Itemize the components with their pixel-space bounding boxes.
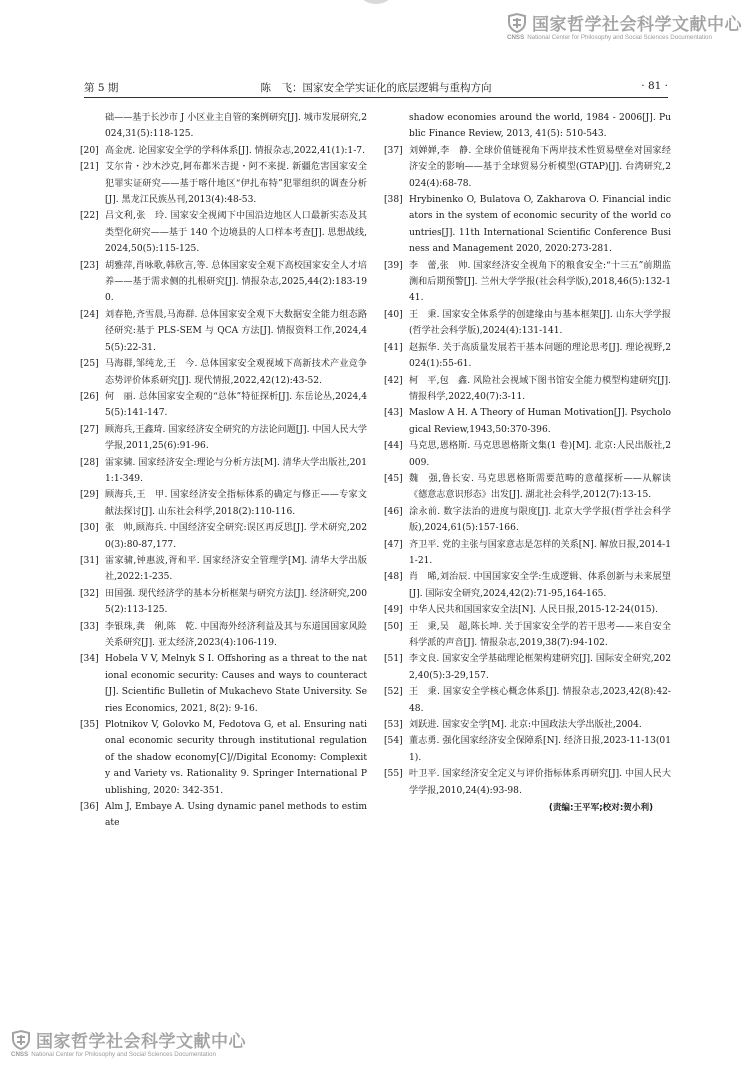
reference-number: [43]	[384, 408, 403, 419]
reference-text: 马克思,恩格斯. 马克思恩格斯文集(1 卷)[M]. 北京:人民出版社,2009.	[409, 441, 671, 468]
reference-entry	[80, 553, 367, 586]
reference-entry	[80, 455, 367, 488]
reference-text: 刘跃进. 国家安全学[M]. 北京:中国政法大学出版社,2004.	[409, 720, 642, 731]
reference-text: 王 秉,吴 超,陈长坤. 关于国家安全学的若干思考——来自安全科学派的声音[J]. 情报杂志,2019,38(7):94-102.	[409, 621, 671, 648]
reference-number: [37]	[384, 145, 403, 156]
reference-text: 叶卫平. 国家经济安全定义与评价指标体系再研究[J]. 中国人民大学学报,2010,24(4):93-98.	[409, 769, 671, 796]
reference-number: [46]	[384, 506, 403, 517]
reference-number: [39]	[384, 260, 403, 271]
reference-number: [31]	[80, 555, 99, 566]
reference-number: [54]	[384, 736, 403, 747]
reference-number: [24]	[80, 309, 99, 320]
reference-entry	[384, 537, 671, 570]
reference-entry	[80, 389, 367, 422]
reference-text: 中华人民共和国国家安全法[N]. 人民日报,2015-12-24(015).	[409, 605, 658, 616]
editor-note: (责编:王平军;校对:贺小利)	[548, 803, 653, 814]
reference-text: 魏 强,鲁长安. 马克思恩格斯需要范畴的意蕴探析——从解读《德意志意识形态》出发[J]. 湖北社会科学,2012(7):13-15.	[409, 473, 671, 501]
reference-text: 李 蕾,张 帅. 国家经济安全视角下的粮食安全:“十三五”前期监测和后期预警[J]. 兰州大学学报(社会科学版),2018,46(5):132-141.	[409, 260, 671, 304]
reference-entry	[384, 504, 671, 537]
reference-number: [48]	[384, 572, 403, 583]
reference-entry	[80, 651, 367, 717]
reference-entry	[384, 717, 671, 733]
reference-number: [33]	[80, 621, 99, 632]
reference-text: 吕文利,张 玲. 国家安全视阈下中国沿边地区人口最新实态及其类型化研究——基于 140 个边境县的人口样本考查[J]. 思想战线,2024,50(5):115-125.	[105, 211, 367, 255]
reference-text: shadow economies around the world, 1984 - 2006[J]. Public Finance Review, 2013, 41(5): 510-543.	[409, 113, 671, 140]
watermark-top	[506, 10, 742, 41]
reference-text: 刘婵婵,李 静. 全球价值链视角下两岸技术性贸易壁垒对国家经济安全的影响——基于全球贸易分析模型(GTAP)[J]. 台湾研究,2024(4):68-78.	[409, 145, 671, 189]
reference-number: [44]	[384, 441, 403, 452]
reference-text: 雷家骕,钟惠波,胥和平. 国家经济安全管理学[M]. 清华大学出版社,2022:1-235.	[105, 555, 367, 583]
running-title: 陈 飞：国家安全学实证化的底层逻辑与重构方向	[260, 82, 492, 94]
watermark-title: 国家哲学社会科学文献中心	[36, 1032, 246, 1052]
references-right-column	[384, 110, 671, 813]
reference-number: [41]	[384, 342, 403, 353]
reference-number: [52]	[384, 687, 403, 698]
reference-number: [50]	[384, 621, 403, 632]
reference-number: [51]	[384, 654, 403, 665]
reference-text: 顾海兵,王 甲. 国家经济安全指标体系的确定与修正——专家文献法探讨[J]. 山东社会科学,2018(2):110-116.	[105, 490, 367, 517]
reference-text: 柯 平,包 鑫. 风险社会视域下图书馆安全能力模型构建研究[J]. 情报科学,2022,40(7):3-11.	[409, 375, 671, 402]
watermark-title: 国家哲学社会科学文献中心	[532, 15, 742, 35]
reference-number: [28]	[80, 457, 99, 468]
reference-text: 高金虎. 论国家安全学的学科体系[J]. 情报杂志,2022,41(1):1-7.	[105, 145, 365, 156]
reference-text: Plotnikov V, Golovko M, Fedotova G, et al. Ensuring national economic security through institutional regulation of the shadow economy[C]//Digital Economy: Complexity and Variety vs. Rationality 9. Springer International Publishing, 2020: 342-351.	[105, 720, 367, 796]
issue-number: 第 5 期	[84, 82, 119, 94]
reference-entry	[384, 192, 671, 258]
reference-entry	[80, 110, 367, 143]
reference-text: Hobela V V, Melnyk S I. Offshoring as a threat to the national economic security: Causes and ways to counteract[J]. Scientific Bulletin of Mukachevo State University. Series Economics, 2021, 8(2): 9-16.	[105, 654, 367, 714]
reference-entry	[80, 799, 367, 832]
reference-entry	[384, 340, 671, 373]
reference-number: [45]	[384, 473, 403, 484]
reference-entry	[384, 569, 671, 602]
reference-entry	[80, 356, 367, 389]
reference-entry	[80, 258, 367, 307]
reference-text: 董志勇. 强化国家经济安全保障系[N]. 经济日报,2023-11-13(011).	[409, 736, 671, 763]
reference-text: Hrybinenko O, Bulatova O, Zakharova O. Financial indicators in the system of economic security of the world countries[J]. 11th International Scientific Conference Business and Management 2020, 2020:273-281.	[409, 195, 671, 255]
reference-number: [38]	[384, 195, 403, 206]
reference-number: [29]	[80, 490, 99, 501]
page-header	[84, 80, 668, 98]
reference-number: [42]	[384, 375, 403, 386]
reference-text: 肖 晞,刘治辰. 中国国家安全学:生成逻辑、体系创新与未来展望[J]. 国际安全研究,2024,42(2):71-95,164-165.	[409, 572, 671, 599]
reference-entry	[80, 487, 367, 520]
reference-text: 李银珠,龚 俐,陈 乾. 中国海外经济利益及其与东道国国家风险关系研究[J]. 亚太经济,2023(4):106-119.	[105, 621, 367, 648]
reference-entry	[80, 717, 367, 799]
reference-entry	[80, 619, 367, 652]
references-left-column	[80, 110, 367, 832]
reference-number: [25]	[80, 359, 99, 370]
reference-number: [47]	[384, 539, 403, 550]
reference-number: [53]	[384, 720, 403, 731]
reference-number: [35]	[80, 720, 99, 731]
reference-number: [26]	[80, 391, 99, 402]
reference-text: 张 帅,顾海兵. 中国经济安全研究:误区再反思[J]. 学术研究,2020(3):80-87,177.	[105, 523, 367, 550]
watermark-bottom	[10, 1027, 246, 1058]
watermark-subtitle: CNSS National Center for Philosophy and Social Sciences Documentation	[11, 1051, 216, 1058]
reference-text: 李文良. 国家安全学基础理论框架构建研究[J]. 国际安全研究,2022,40(5):3-29,157.	[409, 654, 671, 681]
reference-number: [20]	[80, 145, 99, 156]
reference-number: [34]	[80, 654, 99, 665]
reference-number: [36]	[80, 802, 99, 813]
ncpssd-logo-icon	[506, 12, 528, 34]
reference-entry	[384, 110, 671, 143]
reference-entry	[384, 438, 671, 471]
reference-text: 胡雅萍,肖咏歌,韩欣言,等. 总体国家安全观下高校国家安全人才培养——基于需求侧的扎根研究[J]. 情报杂志,2025,44(2):183-190.	[105, 260, 367, 304]
reference-text: 雷家骕. 国家经济安全:理论与分析方法[M]. 清华大学出版社,2011:1-349.	[105, 457, 367, 484]
reference-entry	[384, 405, 671, 438]
reference-entry	[80, 422, 367, 455]
watermark-abbr: CNSS	[507, 34, 525, 41]
reference-text: 涂永前. 数字法治的进度与限度[J]. 北京大学学报(哲学社会科学版),2024,61(5):157-166.	[409, 506, 671, 534]
reference-number: [40]	[384, 309, 403, 320]
reference-entry	[384, 651, 671, 684]
reference-entry	[384, 143, 671, 192]
reference-entry	[384, 619, 671, 652]
reference-number: [55]	[384, 769, 403, 780]
reference-number: [21]	[80, 162, 99, 173]
reference-text: 马海群,邹纯龙,王 今. 总体国家安全观视域下高新技术产业竞争态势评价体系研究[J]. 现代情报,2022,42(12):43-52.	[105, 359, 367, 386]
reference-text: 础——基于长沙市 J 小区业主自管的案例研究[J]. 城市发展研究,2024,31(5):118-125.	[105, 113, 367, 140]
reference-entry	[80, 307, 367, 356]
reference-number: [49]	[384, 605, 403, 616]
reference-entry	[384, 766, 671, 799]
reference-text: Alm J, Embaye A. Using dynamic panel methods to estimate	[105, 802, 367, 829]
watermark-abbr: CNSS	[11, 1051, 29, 1058]
ncpssd-logo-icon	[10, 1029, 32, 1051]
reference-number: [30]	[80, 523, 99, 534]
reference-entry	[80, 143, 367, 159]
reference-text: 艾尔肯・沙木沙克,阿布都米吉提・阿不来提. 新疆危害国家安全犯罪实证研究——基于喀什地区“伊扎布特”犯罪组织的调查分析[J]. 黑龙江民族丛刊,2013(4):48-53.	[105, 162, 367, 206]
reference-text: Maslow A H. A Theory of Human Motivation[J]. Psychological Review,1943,50:370-396.	[409, 408, 671, 435]
reference-entry	[80, 586, 367, 619]
reference-text: 顾海兵,王鑫琦. 国家经济安全研究的方法论问题[J]. 中国人民大学学报,2011,25(6):91-96.	[105, 424, 367, 452]
page-number: · 81 ·	[641, 80, 668, 92]
reference-number	[384, 110, 409, 143]
reference-number: [23]	[80, 260, 99, 271]
reference-entry	[384, 373, 671, 406]
watermark-subtitle: CNSS National Center for Philosophy and Social Sciences Documentation	[507, 34, 712, 41]
reference-text: 王 秉. 国家安全学核心概念体系[J]. 情报杂志,2023,42(8):42-48.	[409, 687, 671, 714]
page-top-mark	[354, 0, 398, 4]
reference-number: [22]	[80, 211, 99, 222]
reference-text: 何 丽. 总体国家安全观的“总体”特征探析[J]. 东岳论丛,2024,45(5):141-147.	[105, 391, 367, 419]
reference-text: 刘春艳,齐雪晨,马海群. 总体国家安全观下大数据安全能力组态路径研究:基于 PLS-SEM 与 QCA 方法[J]. 情报资料工作,2024,45(5):22-31.	[105, 309, 367, 353]
reference-text: 王 秉. 国家安全体系学的创建缘由与基本框架[J]. 山东大学学报(哲学社会科学版),2024(4):131-141.	[409, 309, 671, 337]
reference-number: [27]	[80, 424, 99, 435]
reference-entry	[384, 684, 671, 717]
reference-entry	[80, 208, 367, 257]
reference-entry	[384, 602, 671, 618]
reference-entry	[80, 159, 367, 208]
reference-text: 齐卫平. 党的主张与国家意志是怎样的关系[N]. 解放日报,2014-11-21.	[409, 539, 671, 566]
reference-entry	[384, 307, 671, 340]
reference-entry	[384, 471, 671, 504]
reference-entry	[384, 258, 671, 307]
reference-number: [32]	[80, 588, 99, 599]
reference-entry	[384, 733, 671, 766]
reference-entry	[80, 520, 367, 553]
reference-text: 田国强. 现代经济学的基本分析框架与研究方法[J]. 经济研究,2005(2):113-125.	[105, 588, 367, 616]
reference-text: 赵振华. 关于高质量发展若干基本问题的理论思考[J]. 理论视野,2024(1):55-61.	[409, 342, 671, 370]
